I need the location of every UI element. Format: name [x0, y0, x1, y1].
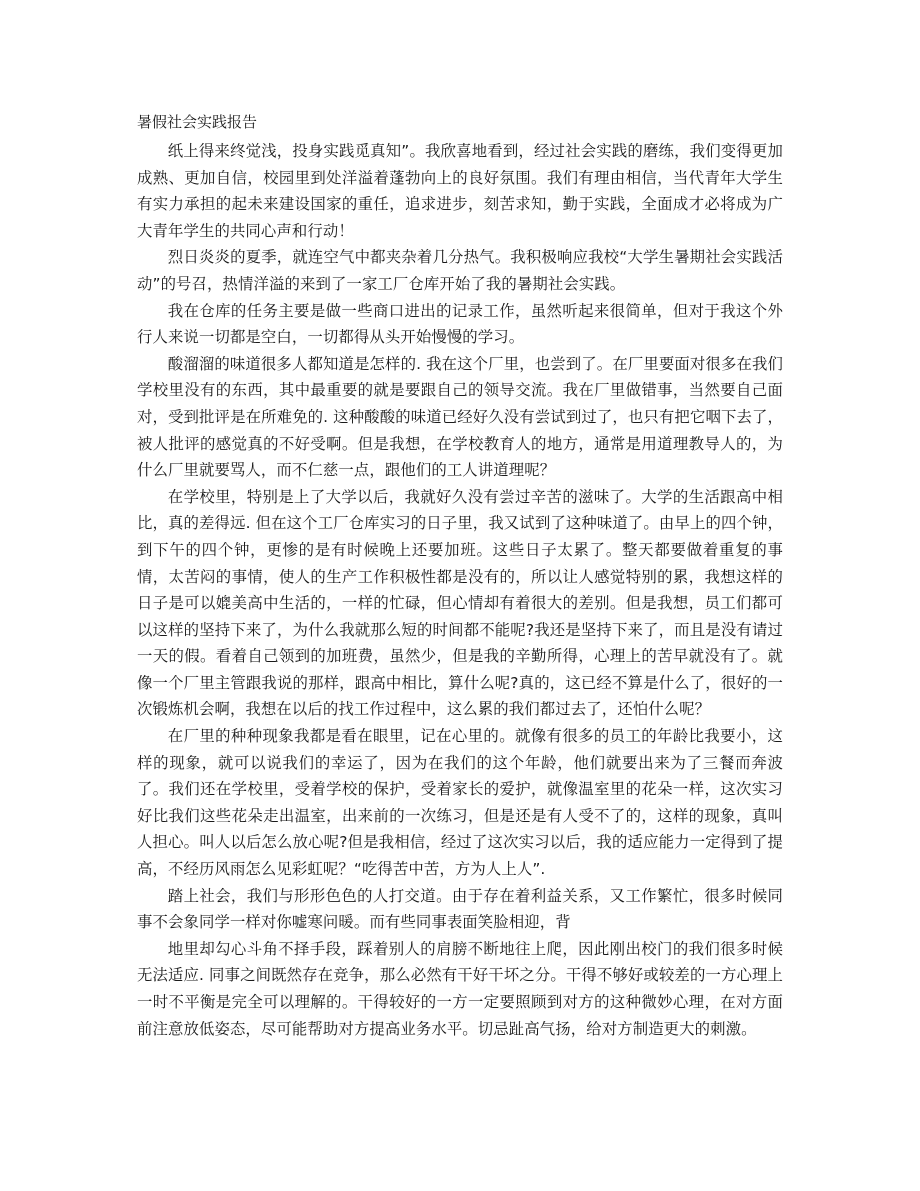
paragraph-3: 我在仓库的任务主要是做一些商口进出的记录工作，虽然听起来很简单，但对于我这个外行人来说一切都是空白，一切都得从头开始慢慢的学习。	[137, 301, 783, 347]
paragraph-7: 踏上社会，我们与形形色色的人打交道。由于存在着利益关系，又工作繁忙，很多时候同事不会象同学一样对你嘘寒问暖。而有些同事表面笑脸相迎，背	[137, 886, 783, 932]
paragraph-5: 在学校里，特别是上了大学以后，我就好久没有尝过辛苦的滋味了。大学的生活跟高中相比，真的差得远. 但在这个工厂仓库实习的日子里，我又试到了这种味道了。由早上的四个钟，到下午的四个钟，更惨的是有时候晚上还要加班。这些日子太累了。整天都要做着重复的事情，太苦闷的事情，使人的生产工作积极性都是没有的，所以让人感觉特别的累，我想这样的日子是可以媲美高中生活的，一样的忙碌，但心情却有着很大的差别。但是我想，员工们都可以这样的坚持下来了，为什么我就那么短的时间都不能呢?我还是坚持下来了，而且是没有请过一天的假。看着自己领到的加班费，虽然少，但是我的辛勤所得，心理上的苦早就没有了。就像一个厂里主管跟我说的那样，跟高中相比，算什么呢?真的，这已经不算是什么了，很好的一次锻炼机会啊，我想在以后的找工作过程中，这么累的我们都过去了，还怕什么呢？	[137, 487, 783, 719]
paragraph-6: 在厂里的种种现象我都是看在眼里，记在心里的。就像有很多的员工的年龄比我要小，这样的现象，就可以说我们的幸运了，因为在我们的这个年龄，他们就要出来为了三餐而奔波了。我们还在学校里，受着学校的保护，受着家长的爱护，就像温室里的花朵一样，这次实习好比我们这些花朵走出温室，出来前的一次练习，但是还是有人受不了的，这样的现象，真叫人担心。叫人以后怎么放心呢?但是我相信，经过了这次实习以后，我的适应能力一定得到了提高，不经历风雨怎么见彩虹呢？“吃得苦中苦，方为人上人”.	[137, 727, 783, 879]
paragraph-2: 烈日炎炎的夏季，就连空气中都夹杂着几分热气。我积极响应我校“大学生暑期社会实践活动”的号召，热情洋溢的来到了一家工厂仓库开始了我的暑期社会实践。	[137, 248, 783, 293]
document-page	[137, 110, 783, 1042]
paragraph-1: 纸上得来终觉浅，投身实践觅真知”。我欣喜地看到，经过社会实践的磨练，我们变得更加成熟、更加自信，校园里到处洋溢着蓬勃向上的良好氛围。我们有理由相信，当代青年大学生有实力承担的起未来建设国家的重任，追求进步，刻苦求知，勤于实践，全面成才必将成为广大青年学生的共同心声和行动！	[137, 142, 783, 240]
paragraph-8: 地里却勾心斗角不择手段，踩着别人的肩膀不断地往上爬，因此刚出校门的我们很多时候无法适应. 同事之间既然存在竞争，那么必然有干好干坏之分。干得不够好或较差的一方心理上一时不平衡是完全可以理解的。干得较好的一方一定要照顾到对方的这种微妙心理，在对方面前注意放低姿态，尽可能帮助对方提高业务水平。切忌趾高气扬，给对方制造更大的刺激。	[137, 939, 783, 1038]
document-title: 暑假社会实践报告	[137, 113, 258, 131]
paragraph-4: 酸溜溜的味道很多人都知道是怎样的. 我在这个厂里，也尝到了。在厂里要面对很多在我们学校里没有的东西，其中最重要的就是要跟自己的领导交流。我在厂里做错事，当然要自己面对，受到批评是在所难免的. 这种酸酸的味道已经好久没有尝试到过了，也只有把它咽下去了，被人批评的感觉真的不好受啊。但是我想，在学校教育人的地方，通常是用道理教导人的，为什么厂里就要骂人，而不仁慈一点，跟他们的工人讲道理呢？	[137, 354, 783, 480]
